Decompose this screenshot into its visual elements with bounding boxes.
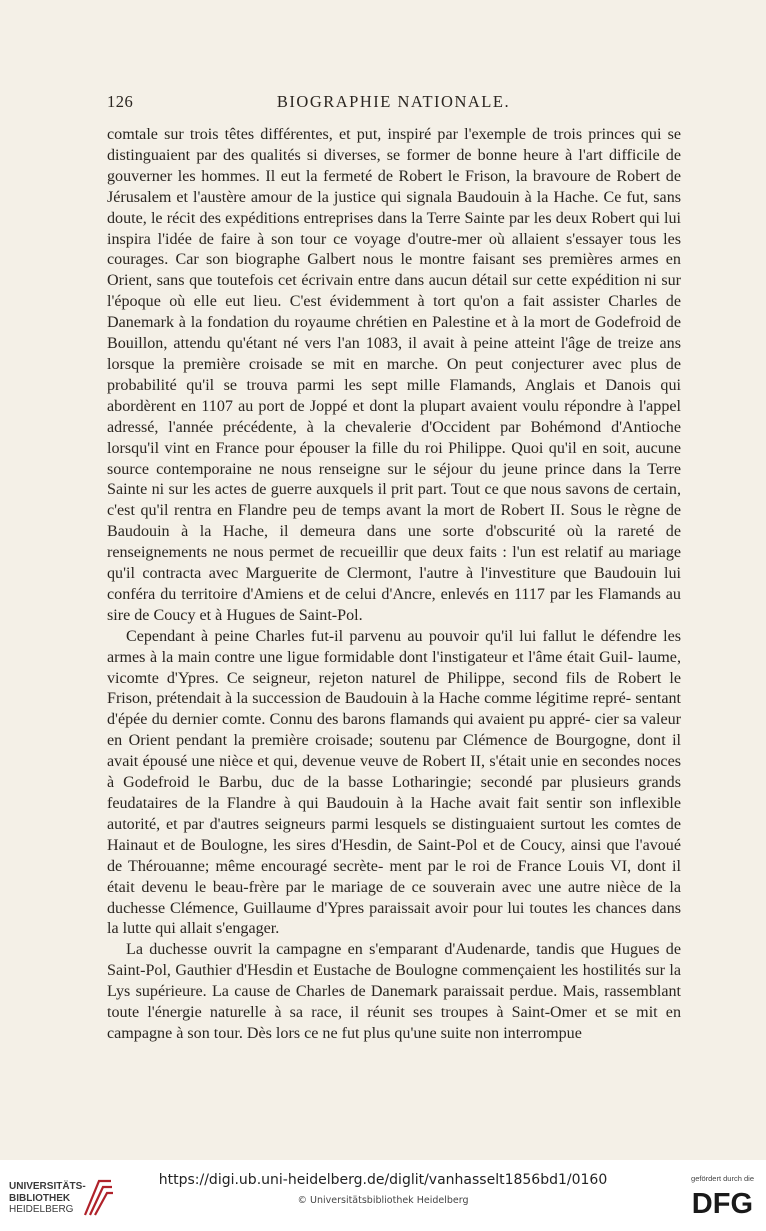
text-line: s'était unie en secondes noces à Godefroid le Barbu, duc de la basse Lotharingie;	[107, 753, 681, 792]
text-line: jeune prince dans la Terre Sainte ni sur les actes de guerre auxquels il prit part.	[107, 460, 681, 499]
text-line: laume, vicomte d'Ypres. Ce seigneur, rejeton naturel de Philippe, second fils de Robert	[107, 648, 681, 687]
library-name-line: BIBLIOTHEK	[9, 1192, 71, 1204]
text-line: Bourgogne, dont il avait épousé une nièce et qui, devenue veuve de Robert II,	[107, 732, 682, 771]
funder-caption: gefördert durch die	[691, 1174, 754, 1183]
text-line: de ce souverain avec une autre nièce de la duchesse Clémence, Guillaume d'Ypres	[107, 878, 681, 917]
paragraph	[107, 940, 681, 1045]
text-line: d'Ancre, enlevés en 1117 par les Flamands au sire de Coucy et à Hugues de Saint-Pol.	[107, 585, 681, 624]
text-line: sur la Lys supérieure. La cause de Charles de Danemark paraissait perdue. Mais,	[107, 962, 681, 1001]
text-line: armes à la main contre une ligue formidable dont l'instigateur et l'âme était Guil-	[107, 648, 634, 666]
text-line: distinguaient surtout les comtes de Hainaut et de Boulogne, les sires d'Hesdin, de	[107, 815, 681, 854]
page-title: BIOGRAPHIE NATIONALE.	[276, 92, 511, 111]
text-line: secondé par plusieurs grands feudataires de la Flandre à qui Baudouin à la Hache	[107, 774, 681, 812]
text-line: sentant d'épée du dernier comte. Connu des barons flamands qui avaient pu appré-	[107, 690, 681, 729]
funder-block[interactable]	[680, 1174, 754, 1222]
text-line: Saint-Pol, Gauthier d'Hesdin et Eustache de Boulogne commençaient les hostilités	[107, 962, 641, 980]
text-line: à la mort de Godefroid de Bouillon, attendu qu'étant né vers l'an 1083, il avait à peine	[107, 314, 681, 353]
text-line: deux faits : l'un est relatif au mariage qu'il contracta avec Marguerite de Clermont,	[107, 544, 682, 583]
text-line: Robert qui lui inspira l'idée de faire à son tour ce voyage d'outre-mer où allaient	[107, 209, 681, 248]
library-name-line: HEIDELBERG	[9, 1204, 74, 1215]
text-line: cier sa valeur en Orient pendant la première croisade; soutenu par Clémence de	[107, 711, 681, 750]
text-line: de Jérusalem et l'austère amour de la justice qui signala Baudouin à la Hache. Ce	[107, 167, 681, 206]
library-name-line: UNIVERSITÄTS-	[9, 1181, 86, 1192]
dfg-logo-icon	[682, 1186, 754, 1218]
text-line: le Frison, prétendait à la succession de Baudouin à la Hache comme légitime repré-	[107, 669, 681, 708]
paragraph	[107, 627, 681, 941]
text-line: voulu répondre à l'appel adressé, l'année précédente, à la chevalerie d'Occident par	[107, 397, 681, 436]
text-line: l'autre à l'investiture que Baudouin lui conféra du territoire d'Amiens et de celui	[107, 565, 681, 603]
text-line: avait fait sentir son inflexible autorité, et par d'autres seigneurs parmi lesquels se	[107, 795, 681, 833]
text-line: Tout ce que nous savons de certain, c'est qu'il rentra en Flandre peu de temps avant	[107, 481, 681, 520]
text-line: s'essayer tous les courages. Car son biographe Galbert nous le montre faisant ses	[107, 230, 682, 269]
text-line: rassemblant toute l'énergie naturelle à sa race, il réunit ses troupes à Saint-Omer et	[107, 983, 681, 1022]
text-line: Bohémond d'Antioche lorsqu'il vint en France pour épouser la fille du roi Philippe.	[107, 418, 682, 457]
text-line: de gouverner les hommes. Il eut la fermeté de Robert le Frison, la bravoure de Robert	[107, 146, 681, 185]
dfg-logo-text: DFG	[691, 1188, 753, 1218]
text-line: se mit en campagne à son tour. Dès lors ce ne fut plus qu'une suite non interrompue	[107, 1004, 681, 1042]
paragraph	[107, 125, 681, 627]
text-line: paraissait avoir pour lui toutes les chances dans la lutte qui allait s'engager.	[107, 899, 682, 938]
footer-bar	[0, 1160, 766, 1231]
text-line: Saint-Pol et de Coucy, ainsi que l'avoué de Thérouanne; même encouragé secrète-	[107, 836, 681, 875]
page-number: 126	[107, 92, 134, 111]
text-line: fait assister Charles de Danemark à la fondation du royaume chrétien en Palestine et	[107, 293, 681, 332]
text-line: comtale sur trois têtes différentes, et put, inspiré par l'exemple de trois princes qui	[107, 126, 662, 143]
text-line: La duchesse ouvrit la campagne en s'emparant d'Audenarde, tandis que Hugues de	[126, 941, 681, 959]
text-line: Anglais et Danois qui abordèrent en 1107 au port de Joppé et dont la plupart avaient	[107, 376, 681, 415]
text-line: la mort de Robert II. Sous le règne de Baudouin à la Hache, il demeura dans une	[107, 502, 682, 541]
running-head	[107, 92, 680, 114]
copyright-notice: © Universitätsbibliothek Heidelberg	[297, 1195, 469, 1206]
text-line: conjecturer avec plus de probabilité qu'il se trouva parmi les sept mille Flamands,	[107, 355, 681, 394]
text-line: ment par le roi de France Louis VI, dont il était devenu le beau-frère par le mariage	[107, 857, 681, 896]
body-text	[107, 125, 681, 1045]
permalink-url[interactable]: https://digi.ub.uni-heidelberg.de/diglit/vanhasselt1856bd1/0160	[158, 1172, 608, 1188]
text-line: fut, sans doute, le récit des expéditions entreprises dans la Terre Sainte par les deux	[107, 188, 682, 227]
text-line: premières armes en Orient, sans que toutefois cet écrivain entre dans aucun détail	[107, 251, 681, 290]
text-line: sur cette expédition ni sur l'époque où elle eut lieu. C'est évidemment à tort qu'on a	[107, 272, 681, 311]
text-line: Cependant à peine Charles fut-il parvenu au pouvoir qu'il lui fallut le défendre les	[126, 627, 681, 645]
text-line: atteint l'âge de treize ans lorsque la première croisade se mit en marche. On peut	[107, 335, 681, 373]
text-line: Quoi qu'il en soit, aucune source contemporaine ne nous renseigne sur le séjour du	[107, 439, 681, 478]
text-line: se distinguaient par des qualités si diverses, se former de bonne heure à l'art difficile	[107, 126, 681, 164]
text-line: sorte d'obscurité où la rareté de renseignements ne nous permet de recueillir que	[107, 523, 681, 562]
